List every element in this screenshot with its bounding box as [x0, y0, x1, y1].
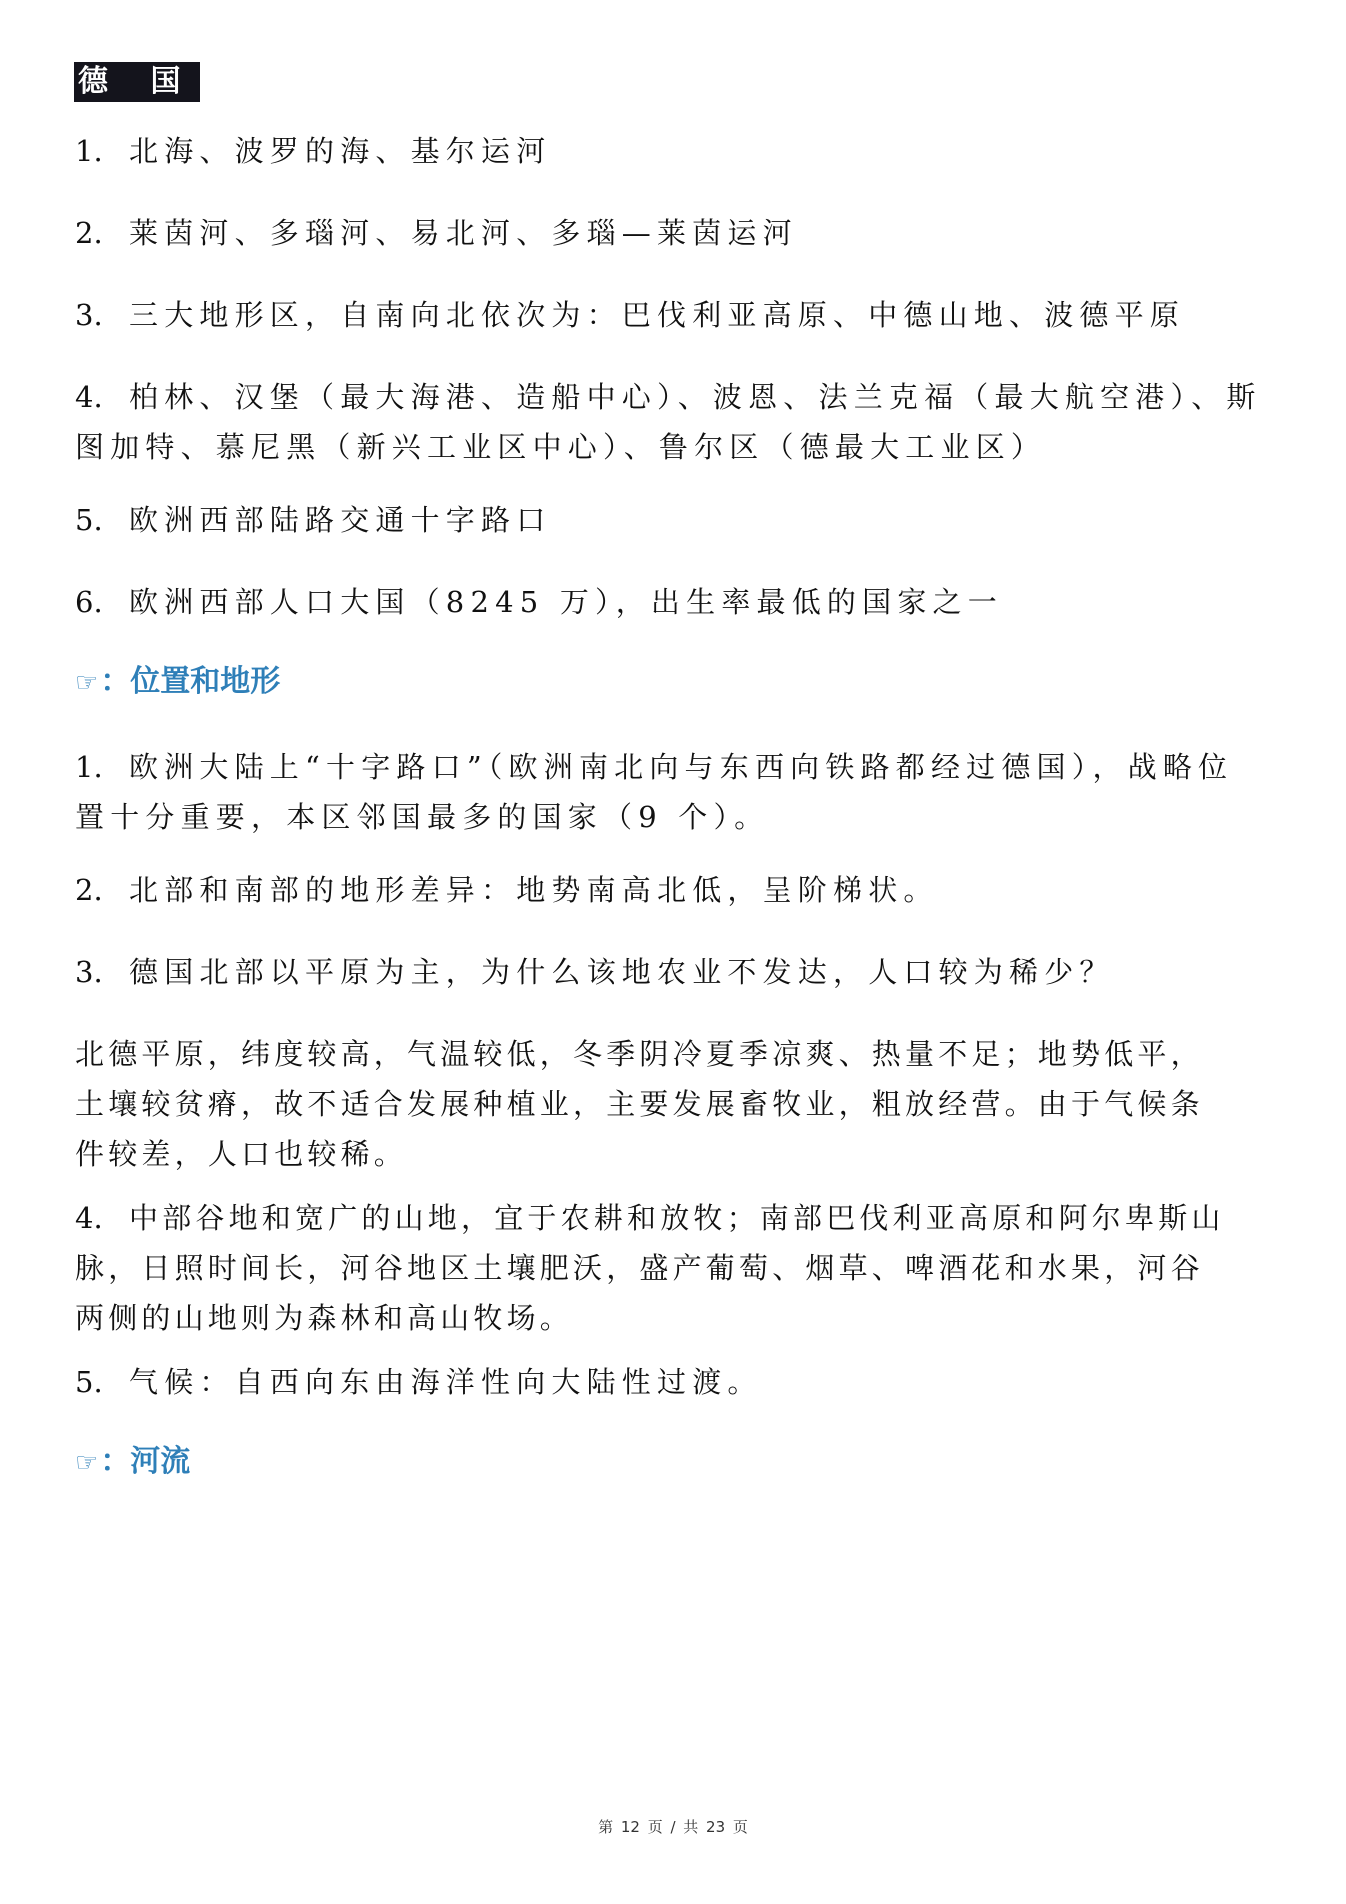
terrain-answer — [75, 1029, 1275, 1179]
item-text-line1: 中部谷地和宽广的山地，宜于农耕和放牧；南部巴伐利亚高原和阿尔卑斯山 — [129, 1201, 1225, 1235]
page-title: 德 国 — [74, 62, 200, 102]
item-text: 欧洲西部陆路交通十字路口 — [129, 503, 552, 537]
section-heading-location-terrain — [75, 660, 280, 705]
item-number: 1. — [75, 134, 103, 168]
section-heading-rivers — [75, 1440, 190, 1485]
summary-item-2 — [75, 208, 1275, 258]
answer-line1: 北德平原，纬度较高，气温较低，冬季阴冷夏季凉爽、热量不足；地势低平， — [75, 1037, 1204, 1071]
item-text: 三大地形区，自南向北依次为：巴伐利亚高原、中德山地、波德平原 — [129, 298, 1186, 332]
item-text: 北海、波罗的海、基尔运河 — [129, 134, 552, 168]
section-heading-text: ：位置和地形 — [100, 664, 281, 699]
terrain-item-3 — [75, 947, 1275, 997]
summary-item-1 — [75, 126, 1275, 176]
item-text-line2: 置十分重要，本区邻国最多的国家（9 个）。 — [75, 800, 770, 834]
item-number: 5. — [75, 503, 103, 537]
item-text-line3: 两侧的山地则为森林和高山牧场。 — [75, 1301, 574, 1335]
section-heading-text: ：河流 — [100, 1444, 191, 1479]
item-text: 气候：自西向东由海洋性向大陆性过渡。 — [129, 1365, 763, 1399]
item-number: 4. — [75, 380, 103, 414]
item-number: 3. — [75, 298, 103, 332]
item-number: 4. — [75, 1201, 103, 1235]
terrain-item-2 — [75, 865, 1275, 915]
pointing-hand-icon: ☞ — [75, 1448, 99, 1478]
item-number: 5. — [75, 1365, 103, 1399]
item-text: 德国北部以平原为主，为什么该地农业不发达，人口较为稀少？ — [129, 955, 1115, 989]
item-number: 3. — [75, 955, 103, 989]
answer-line3: 件较差，人口也较稀。 — [75, 1137, 408, 1171]
item-text: 欧洲西部人口大国（8245 万），出生率最低的国家之一 — [129, 585, 1003, 619]
answer-line2: 土壤较贫瘠，故不适合发展种植业，主要发展畜牧业，粗放经营。由于气候条 — [75, 1087, 1204, 1121]
item-text-line2: 脉，日照时间长，河谷地区土壤肥沃，盛产葡萄、烟草、啤酒花和水果，河谷 — [75, 1251, 1204, 1285]
pointing-hand-icon: ☞ — [75, 668, 99, 698]
item-text: 北部和南部的地形差异：地势南高北低，呈阶梯状。 — [129, 873, 939, 907]
item-number: 1. — [75, 750, 103, 784]
item-text-line1: 柏林、汉堡（最大海港、造船中心）、波恩、法兰克福（最大航空港）、斯 — [129, 380, 1262, 414]
item-number: 6. — [75, 585, 103, 619]
summary-item-6 — [75, 577, 1275, 627]
summary-item-4 — [75, 372, 1275, 472]
item-text-line1: 欧洲大陆上“十字路口”（欧洲南北向与东西向铁路都经过德国），战略位 — [129, 750, 1234, 784]
item-text-line2: 图加特、慕尼黑（新兴工业区中心）、鲁尔区（德最大工业区） — [75, 430, 1047, 464]
terrain-item-1 — [75, 742, 1275, 842]
terrain-item-5 — [75, 1357, 1275, 1407]
summary-item-3 — [75, 290, 1275, 340]
summary-item-5 — [75, 495, 1275, 545]
item-text: 莱茵河、多瑙河、易北河、多瑙—莱茵运河 — [129, 216, 798, 250]
item-number: 2. — [75, 216, 103, 250]
terrain-item-4 — [75, 1193, 1275, 1343]
item-number: 2. — [75, 873, 103, 907]
page-number-footer: 第 12 页 / 共 23 页 — [598, 1818, 748, 1836]
